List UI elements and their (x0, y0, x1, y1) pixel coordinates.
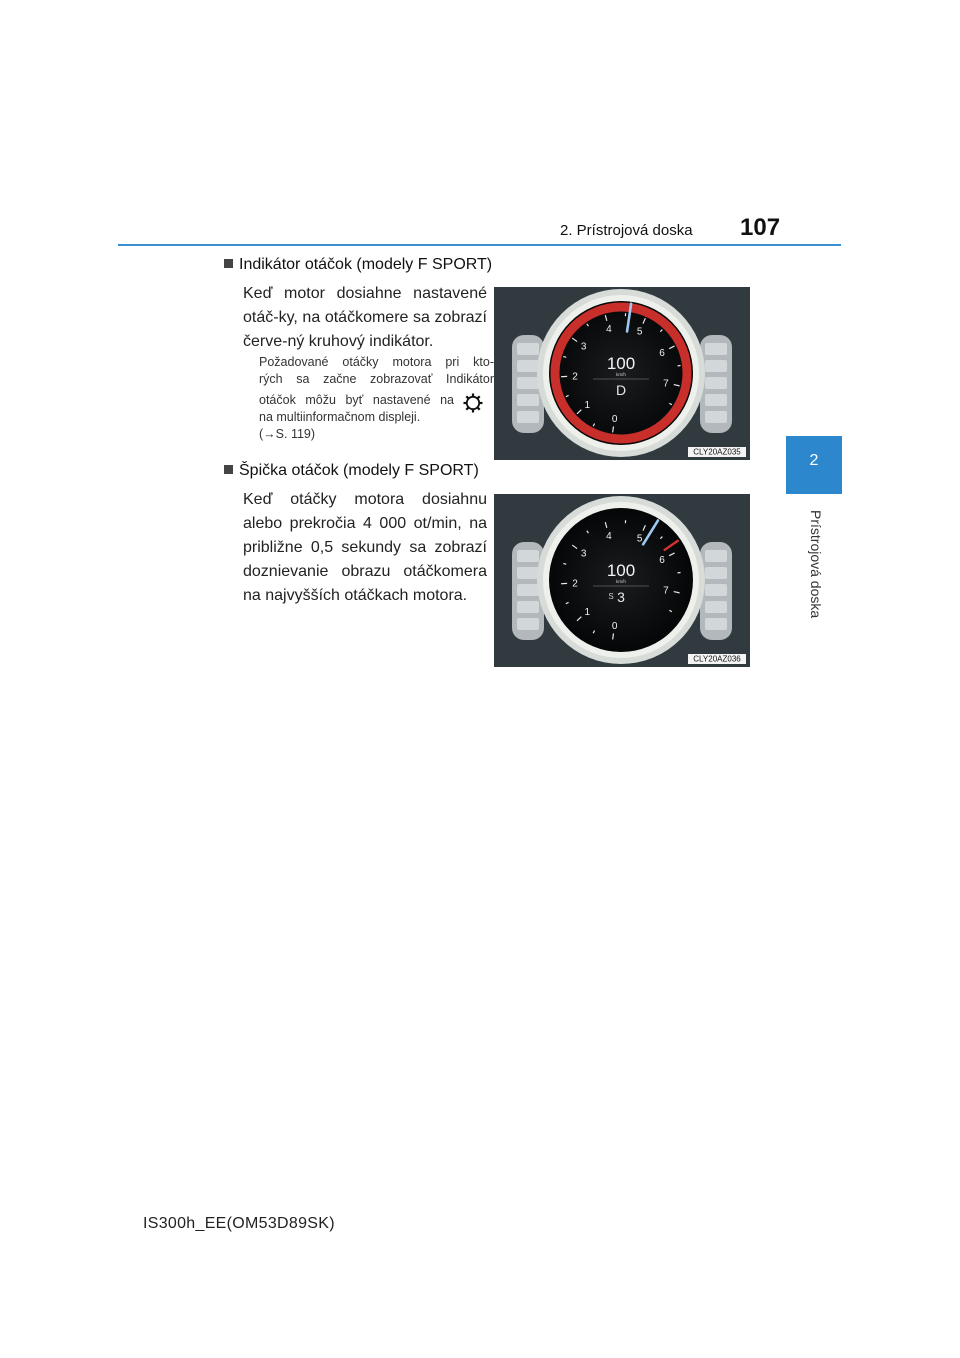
section-heading-rpm-indicator (224, 256, 492, 274)
note-line: na multiinformačnom displeji. (259, 410, 421, 424)
left-gauge-segment (517, 550, 539, 562)
tach-label: 2 (572, 578, 578, 590)
tach-label: 6 (659, 554, 665, 566)
left-gauge-segment (517, 567, 539, 579)
note-line: otáčok môžu byť nastavené na (259, 393, 454, 407)
section-heading-text: Indikátor otáčok (modely F SPORT) (239, 256, 493, 273)
chapter-tab-number: 2 (809, 452, 819, 469)
tach-label: 7 (663, 585, 669, 597)
chapter-side-label (804, 510, 826, 620)
figure-rpm-indicator (494, 287, 750, 460)
speed-value: 100 (606, 354, 636, 373)
right-gauge-segment (705, 567, 727, 579)
tach-tick (563, 356, 566, 357)
tach-tick (613, 426, 614, 432)
section-body-rpm-indicator: Keď motor dosiahne nastavené otáč-ky, na otáčkomere sa zobrazí červe-ný kruhový indikátor. (243, 285, 487, 350)
right-gauge-segment (705, 360, 727, 372)
right-gauge-segment (705, 550, 727, 562)
figure-code: CLY20AZ035 (693, 447, 741, 457)
tach-label: 3 (580, 341, 587, 353)
tach-label: 5 (636, 326, 643, 338)
note-line: Požadované otáčky motora pri kto- (259, 355, 494, 369)
section-heading-text: Špička otáčok (modely F SPORT) (239, 462, 479, 479)
page-number: 107 (740, 214, 781, 241)
square-bullet-icon (224, 259, 233, 268)
gear-indicator: D (615, 382, 627, 398)
figure-peak-rpm (494, 494, 750, 667)
section-heading-peak-rpm (224, 462, 479, 480)
right-gauge-segment (705, 584, 727, 596)
gear-icon (462, 392, 484, 414)
tach-tick (563, 563, 566, 564)
right-gauge-segment (705, 601, 727, 613)
left-gauge-segment (517, 360, 539, 372)
section-note-rpm-indicator (259, 354, 494, 443)
speed-value: 100 (606, 561, 636, 580)
left-gauge-segment (517, 618, 539, 630)
left-gauge-segment (517, 377, 539, 389)
footer-model-code: IS300h_EE(OM53D89SK) (143, 1215, 335, 1232)
tach-label: 0 (611, 621, 618, 633)
tach-tick (613, 633, 614, 639)
tach-label: 1 (584, 606, 591, 618)
cluster-svg (494, 287, 750, 460)
right-gauge-segment (705, 343, 727, 355)
tach-label: 1 (584, 399, 591, 411)
note-line: (→S. 119) (259, 427, 316, 441)
left-gauge-segment (517, 411, 539, 423)
figure-code: CLY20AZ036 (693, 654, 741, 664)
tach-label: 0 (611, 414, 618, 426)
gear-indicator: 3 (617, 589, 625, 605)
tach-label: 6 (659, 347, 665, 359)
tach-label: 2 (572, 371, 578, 383)
right-gauge-segment (705, 618, 727, 630)
square-bullet-icon (224, 465, 233, 474)
tach-label: 4 (606, 531, 612, 543)
right-gauge-segment (705, 377, 727, 389)
speed-unit: km/h (616, 579, 626, 584)
left-gauge-segment (517, 343, 539, 355)
gear-mode: S (608, 592, 614, 601)
tach-label: 3 (580, 548, 587, 560)
running-header-section: 2. Prístrojová doska (560, 222, 693, 239)
speed-unit: km/h (616, 372, 626, 377)
tach-label: 5 (636, 533, 643, 545)
right-gauge-segment (705, 411, 727, 423)
right-gauge-segment (705, 394, 727, 406)
header-rule (118, 244, 841, 246)
left-gauge-segment (517, 584, 539, 596)
left-gauge-segment (517, 394, 539, 406)
left-gauge-segment (517, 601, 539, 613)
note-line: rých sa začne zobrazovať Indikátor (259, 372, 494, 386)
section-body-peak-rpm: Keď otáčky motora dosiahnu alebo prekročia 4 000 ot/min, na približne 0,5 sekundy sa zobrazí doznievanie obrazu otáčkomera na najvyšších otáčkach motora. (243, 491, 487, 604)
chapter-side-label-text: Prístrojová doska (808, 510, 824, 619)
cluster-svg (494, 494, 750, 667)
tach-label: 7 (663, 378, 669, 390)
tach-label: 4 (606, 324, 612, 336)
